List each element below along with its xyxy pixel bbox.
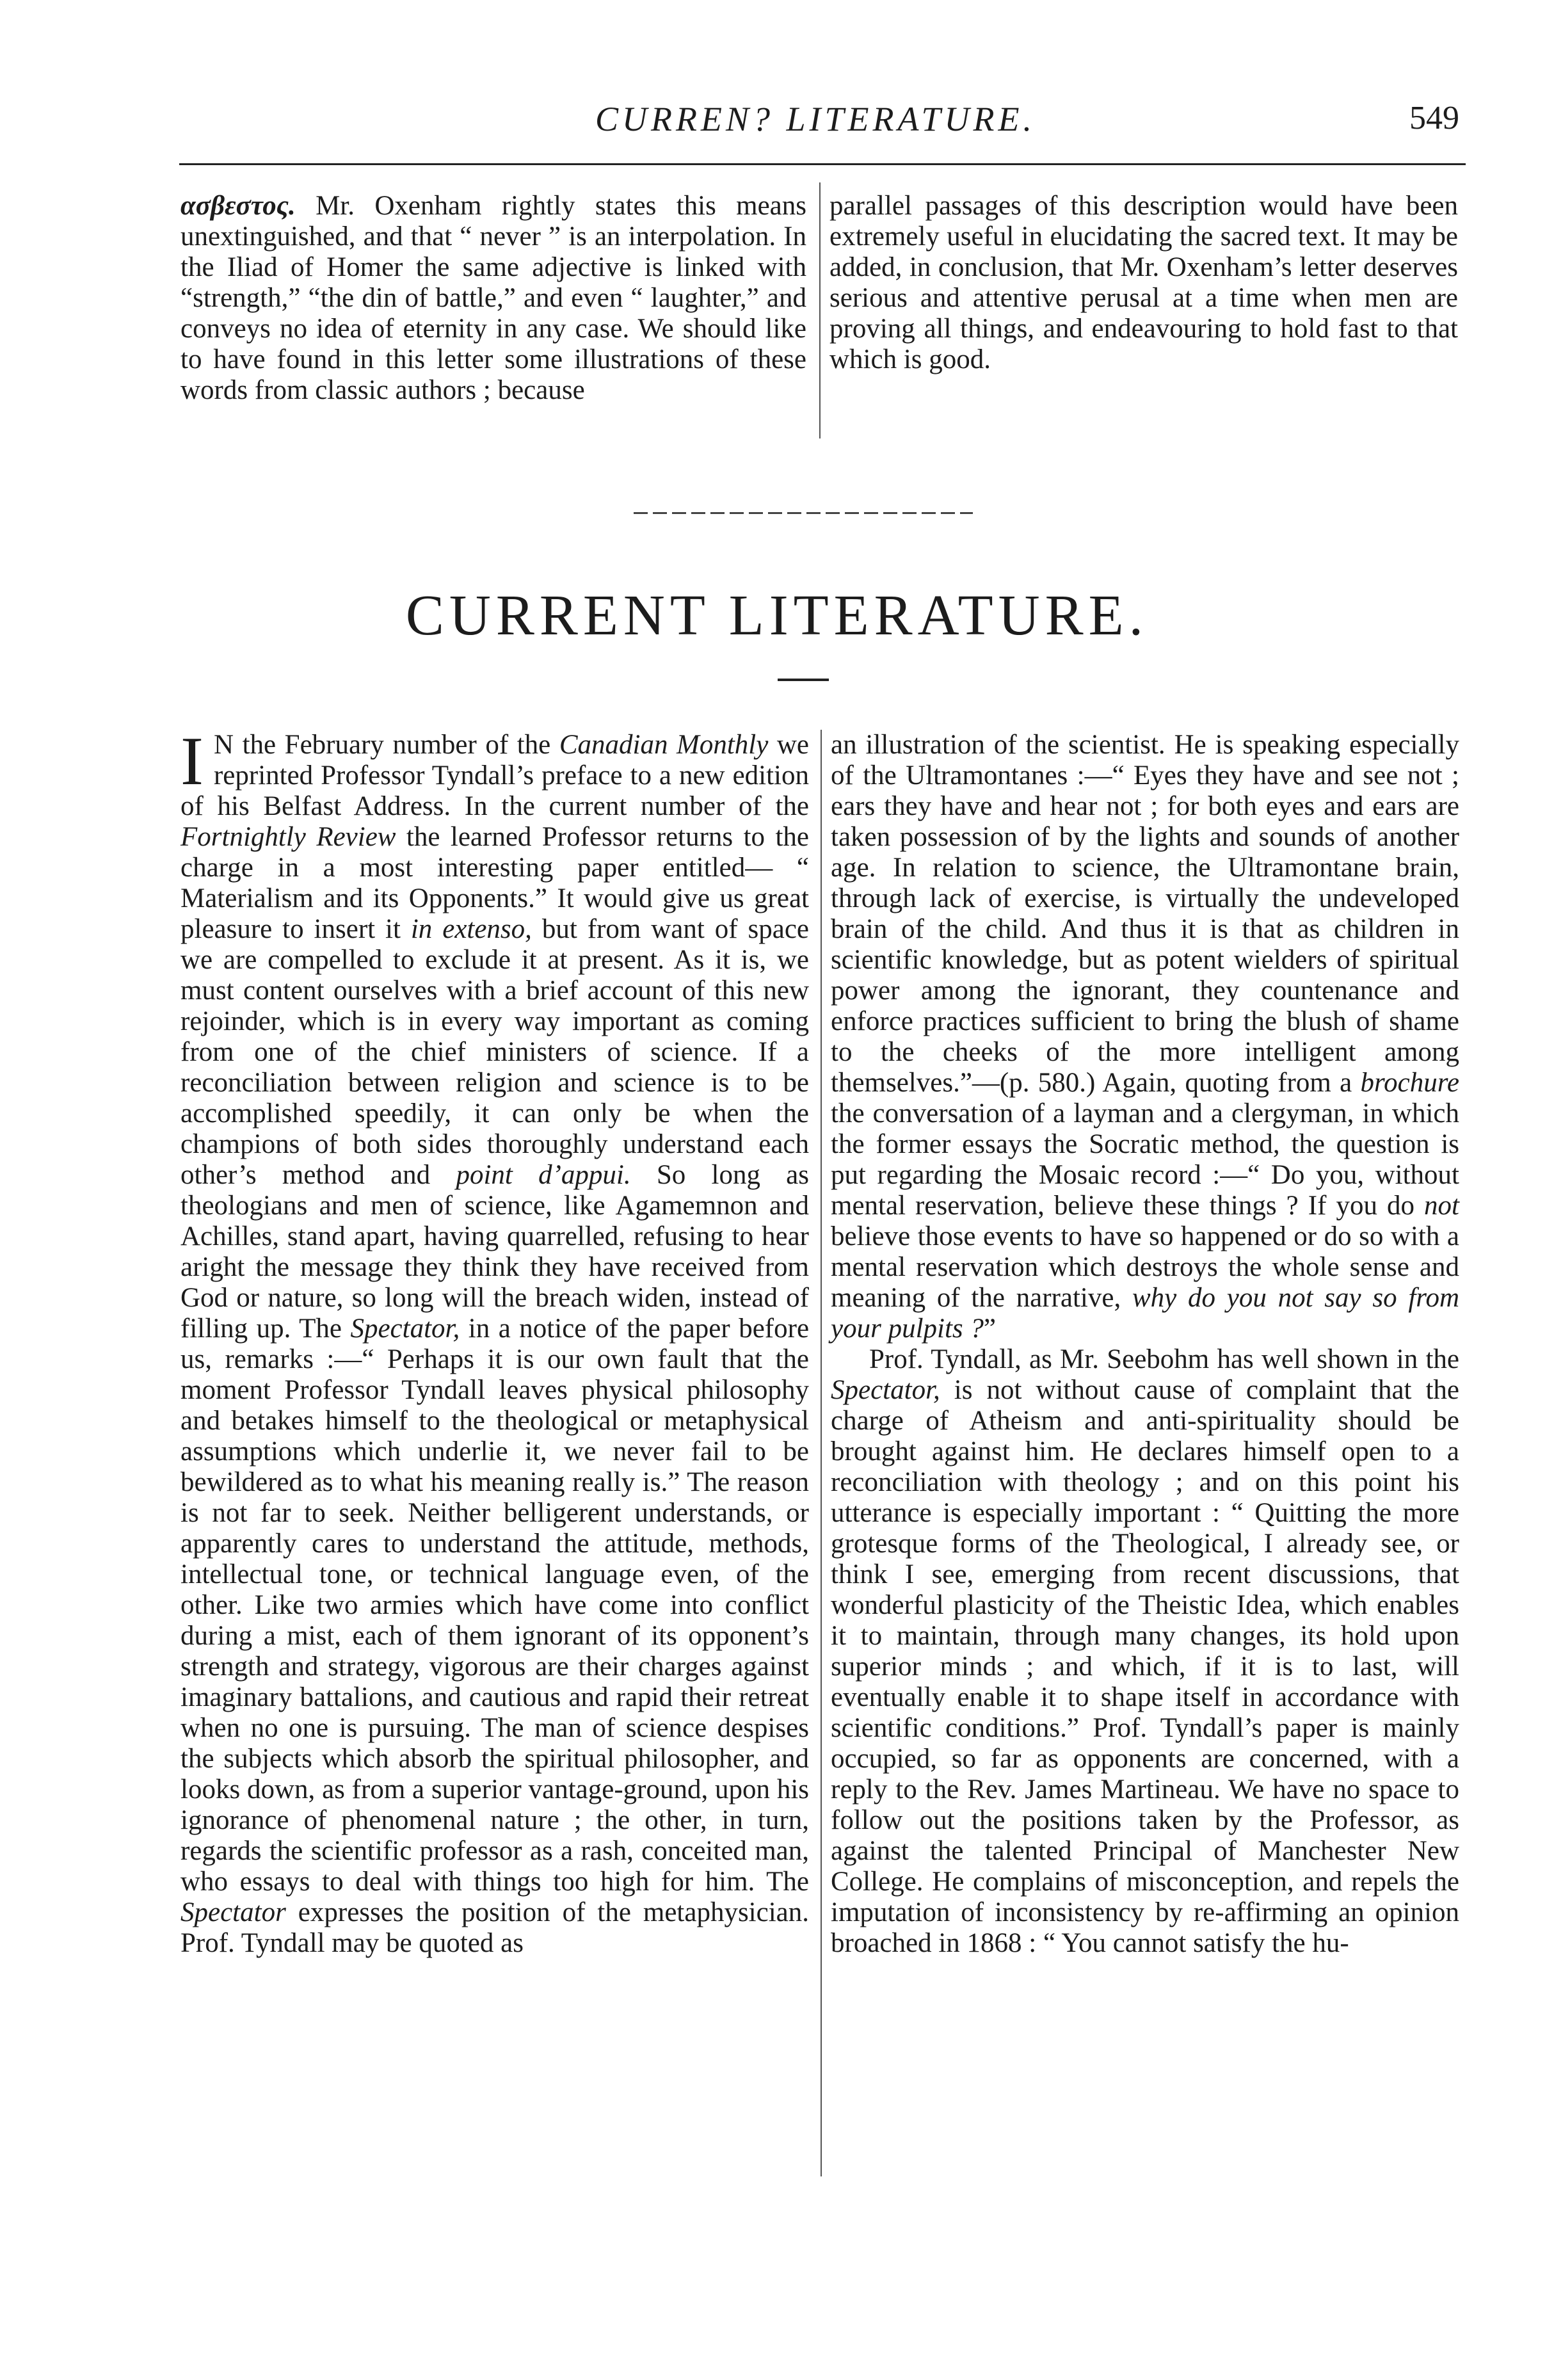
text-run: Prof. Tyndall, as Mr. Seebohm has well shown in the xyxy=(869,1344,1459,1374)
italic-phrase: brochure xyxy=(1360,1068,1459,1098)
italic-phrase: in extenso, xyxy=(410,914,532,944)
italic-title: Fortnightly Review xyxy=(180,822,396,852)
text-run: believe those events to have so happened or do so with a mental reservation which destroys the whole sense and meaning of the narrative, xyxy=(831,1221,1459,1313)
header-rule xyxy=(179,163,1466,165)
right-paragraph-1 xyxy=(831,730,1459,1344)
text-run: the conversation of a layman and a clergyman, in which the former essays the Socratic method, the question is put regarding the Mosaic record :—“ Do you, without mental reservation, believe these things ? If you do xyxy=(831,1098,1459,1221)
section-separator xyxy=(634,512,973,514)
italic-title: Spectator, xyxy=(831,1375,940,1405)
text-run: N the February number of the xyxy=(213,730,551,760)
running-head xyxy=(179,99,1459,150)
left-column xyxy=(180,723,810,1959)
text-run: is not without cause of complaint that the charge of Atheism and anti-spirituality should be brought against him. He declares himself open to a reconciliation with theology ; and on this point his utterance is especially important : “ Quitting the more grotesque forms of the Theological, I already see, or think I see, emerging from recent discussions, that wonderful plasticity of the Theistic Idea, which enables it to maintain, through many changes, its hold upon superior minds ; and which, if it is to last, will eventually enable it to shape itself in accordance with scientific conditions.” Prof. Tyndall’s paper is mainly occupied, so far as opponents are concerned, with a reply to the Rev. James Martineau. We have no space to follow out the positions taken by the Professor, as against the talented Principal of Manchester New College. He complains of misconception, and repels the imputation of inconsistency by re-affirming an opinion broached in 1868 : “ You cannot satisfy the hu- xyxy=(831,1375,1460,1958)
right-paragraph-2 xyxy=(831,1344,1459,1959)
italic-title: Spectator xyxy=(180,1897,286,1927)
text-run: in a notice of the paper before us, remarks :—“ Perhaps it is our own fault that the moment Professor Tyndall leaves physical philosophy and betakes himself to the theological or metaphysical assumptions which underlie it, we never fail to be bewildered as to what his meaning really is.” The reason is not far to seek. Neither belligerent understands, or apparently cares to understand the attitude, methods, intellectual tone, or technical language even, of the other. Like two armies which have come into conflict during a mist, each of them ignorant of its opponent’s strength and strategy, vigorous are their charges against imaginary battalions, and cautious and rapid their retreat when no one is pursuing. The man of science despises the subjects which absorb the spiritual philosopher, and looks down, as from a superior vantage-ground, upon his ignorance of phenomenal nature ; the other, in turn, regards the scientific professor as a rash, conceited man, who essays to deal with things too high for him. The xyxy=(180,1314,810,1897)
top-left-text: Mr. Oxenham rightly states this means unextinguished, and that “ never ” is an interpolation. In the Iliad of Homer the same adjective is linked with “strength,” “the din of battle,” and even “ laughter,” and conveys no idea of eternity in any case. We should like to have found in this letter some illustrations of these words from classic authors ; because xyxy=(180,191,807,405)
left-paragraph xyxy=(180,723,810,1959)
text-run: we reprinted Professor Tyndall’s preface to a new edition of his Belfast Address. In the current number of the xyxy=(180,730,810,821)
top-right-text: parallel passages of this description would have been extremely useful in elucidating the sacred text. It may be added, in conclusion, that Mr. Oxenham’s letter deserves serious and attentive perusal at a time when men are proving all things, and endeavouring to hold fast to that which is good. xyxy=(829,191,1458,374)
column-divider-main xyxy=(821,730,822,2176)
text-run: the learned Professor returns to the charge in a most interesting paper entitled— “ Materialism and its Opponents.” It would give us great pleasure to insert it xyxy=(180,822,809,944)
text-run: So long as theologians and men of science, like Agamemnon and Achilles, stand apart, having quarrelled, refusing to hear aright the message they think they have received from God or nature, so long will the breach widen, instead of filling up. The xyxy=(180,1160,810,1344)
top-left-column xyxy=(180,191,806,406)
italic-phrase: why do you not say so from your pulpits ? xyxy=(831,1283,1459,1344)
text-run: expresses the position of the metaphysician. Prof. Tyndall may be quoted as xyxy=(180,1897,810,1958)
text-run: an illustration of the scientist. He is speaking especially of the Ultramontanes :—“ Eyes they have and see not ; ears they have and hear not ; for both eyes and ears are taken possession of by the lights and sounds of another age. In relation to science, the Ultramontane brain, through lack of exercise, is virtually the undeveloped brain of the child. And thus it is that as children in scientific knowledge, but as potent wielders of spiritual power among the ignorant, they countenance and enforce practices sufficient to bring the blush of shame to the cheeks of the more intelligent among themselves.”—(p. 580.) Again, quoting from a xyxy=(831,730,1459,1098)
text-run: but from want of space we are compelled to exclude it at present. As it is, we must content ourselves with a brief account of this new rejoinder, which is in every way important as coming from one of the chief ministers of science. If a reconciliation between religion and science is to be accomplished speedily, it can only be when the champions of both sides thoroughly understand each other’s method and xyxy=(180,914,809,1190)
running-title: CURREN? LITERATURE. xyxy=(595,100,1036,138)
greek-word: ασβεστος. xyxy=(180,191,296,221)
italic-phrase: not xyxy=(1424,1191,1459,1221)
title-underline xyxy=(778,679,829,681)
right-column xyxy=(831,730,1459,1959)
italic-phrase: point d’appui. xyxy=(456,1160,631,1190)
page-number: 549 xyxy=(1409,100,1459,136)
column-divider-top xyxy=(819,182,821,438)
top-right-column xyxy=(829,191,1458,375)
italic-title: Canadian Monthly xyxy=(559,730,769,760)
text-run: ” xyxy=(983,1314,996,1344)
italic-title: Spectator, xyxy=(350,1314,460,1344)
section-title: CURRENT LITERATURE. xyxy=(405,584,1149,647)
drop-cap: I xyxy=(180,723,204,800)
